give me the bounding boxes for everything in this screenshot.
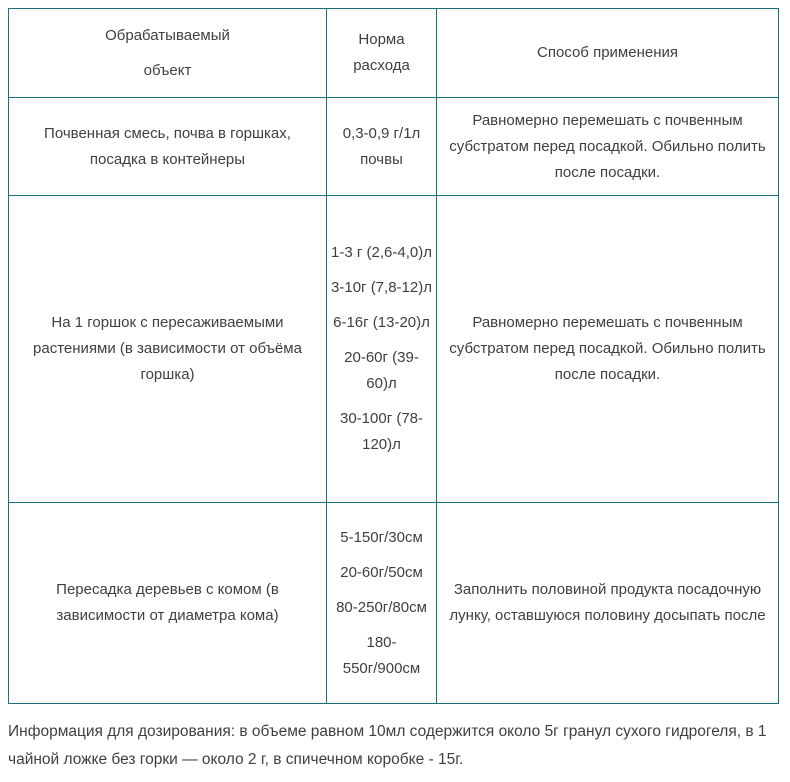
rate-value: 30-100г (78-120)л <box>339 410 424 453</box>
header-object-line1: Обрабатываемый <box>105 26 230 44</box>
cell-method-row1: Равномерно перемешать с почвенным субстратом перед посадкой. Обильно полить после посадки. <box>437 98 779 196</box>
dosage-table <box>8 8 779 704</box>
cell-object-row1: Почвенная смесь, почва в горшках, посадка в контейнеры <box>9 98 327 196</box>
rate-value: 0,3-0,9 г/1л почвы <box>342 124 421 168</box>
rate-value: 5-150г/30см <box>340 528 423 546</box>
table-header-row <box>9 9 779 98</box>
cell-rate-row1 <box>327 98 437 196</box>
dosage-info-note: Информация для дозирования: в объеме равном 10мл содержится около 5г гранул сухого гидрогеля, в 1 чайной ложке без горки — около 2 г, в спичечном коробке - 15г. <box>8 723 767 768</box>
rate-value: 20-60г/50см <box>340 563 423 581</box>
cell-method-row2: Равномерно перемешать с почвенным субстратом перед посадкой. Обильно полить после посадки. <box>437 196 779 503</box>
header-cell-object <box>9 9 327 98</box>
rate-value: 20-60г (39-60)л <box>344 349 419 392</box>
header-cell-rate: Норма расхода <box>327 9 437 98</box>
rate-value: 1-3 г (2,6-4,0)л <box>331 244 432 261</box>
cell-method-row3: Заполнить половиной продукта посадочную лунку, оставшуюся половину досыпать после <box>437 503 779 704</box>
table-row <box>9 196 779 503</box>
table-row <box>9 98 779 196</box>
rate-value: 3-10г (7,8-12)л <box>331 279 432 296</box>
rate-value: 180-550г/900см <box>342 633 421 677</box>
rate-value: 80-250г/80см <box>336 598 427 616</box>
header-object-line2: объект <box>143 61 192 79</box>
cell-object-row2: На 1 горшок с пересаживаемыми растениями (в зависимости от объёма горшка) <box>9 196 327 503</box>
cell-object-row3: Пересадка деревьев с комом (в зависимости от диаметра кома) <box>9 503 327 704</box>
table-row <box>9 503 779 704</box>
rate-value: 6-16г (13-20)л <box>333 314 430 331</box>
cell-rate-row3 <box>327 503 437 704</box>
header-cell-method: Способ применения <box>437 9 779 98</box>
cell-rate-row2 <box>327 196 437 503</box>
